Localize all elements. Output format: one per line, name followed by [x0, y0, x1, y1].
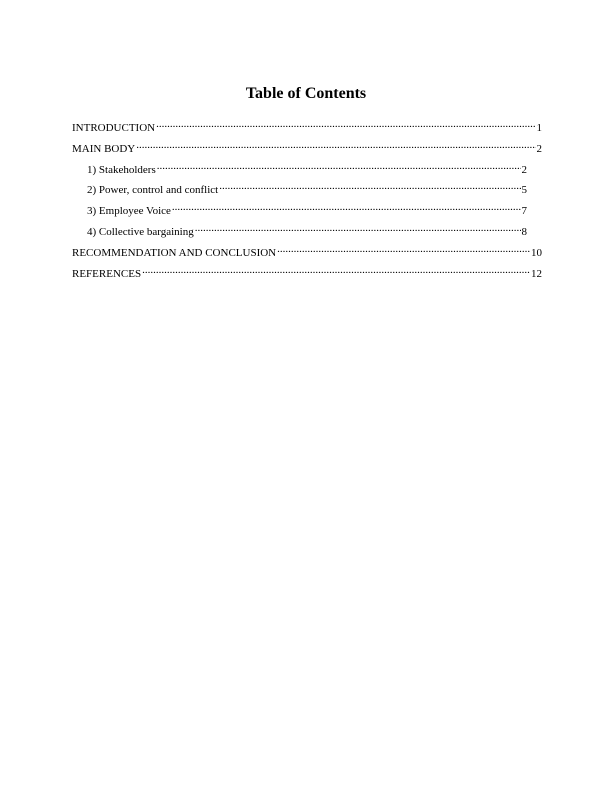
toc-entry-page-number: 1: [536, 122, 542, 134]
toc-entry-page-number: 8: [521, 225, 527, 238]
dot-leader: [195, 221, 521, 235]
dot-leader: [277, 242, 530, 256]
toc-entry-employee-voice[interactable]: [72, 200, 527, 221]
toc-entry-stakeholders[interactable]: [72, 159, 527, 180]
toc-entry-references[interactable]: [72, 263, 542, 284]
toc-entry-page-number: 7: [521, 205, 527, 218]
toc-entry-page-number: 2: [521, 163, 527, 176]
toc-entry-page-number: 12: [531, 267, 542, 280]
toc-entry-recommendation-conclusion[interactable]: [72, 242, 542, 263]
toc-entry-introduction[interactable]: [72, 117, 542, 138]
toc-entry-label: 2) Power, control and conflict: [87, 184, 219, 197]
toc-entry-collective-bargaining[interactable]: [72, 221, 527, 242]
dot-leader: [172, 200, 521, 214]
toc-entry-label: RECOMMENDATION AND CONCLUSION: [72, 246, 277, 259]
toc-entry-label: INTRODUCTION: [72, 122, 156, 134]
toc-entry-label: 3) Employee Voice: [87, 205, 171, 218]
toc-list: [72, 117, 542, 283]
toc-entry-label: 1) Stakeholders: [87, 163, 156, 176]
dot-leader: [219, 179, 520, 193]
toc-entry-power-control-conflict[interactable]: [72, 179, 527, 200]
dot-leader: [156, 117, 535, 131]
dot-leader: [136, 138, 535, 152]
toc-entry-label: MAIN BODY: [72, 142, 136, 155]
toc-entry-label: 4) Collective bargaining: [87, 225, 194, 238]
toc-entry-page-number: 5: [521, 184, 527, 197]
dot-leader: [157, 159, 521, 173]
toc-entry-page-number: 2: [536, 142, 542, 155]
toc-title: Table of Contents: [245, 85, 367, 102]
toc-entry-label: REFERENCES: [72, 267, 142, 280]
dot-leader: [142, 263, 530, 277]
toc-entry-main-body[interactable]: [72, 138, 542, 159]
toc-entry-page-number: 10: [531, 246, 542, 259]
